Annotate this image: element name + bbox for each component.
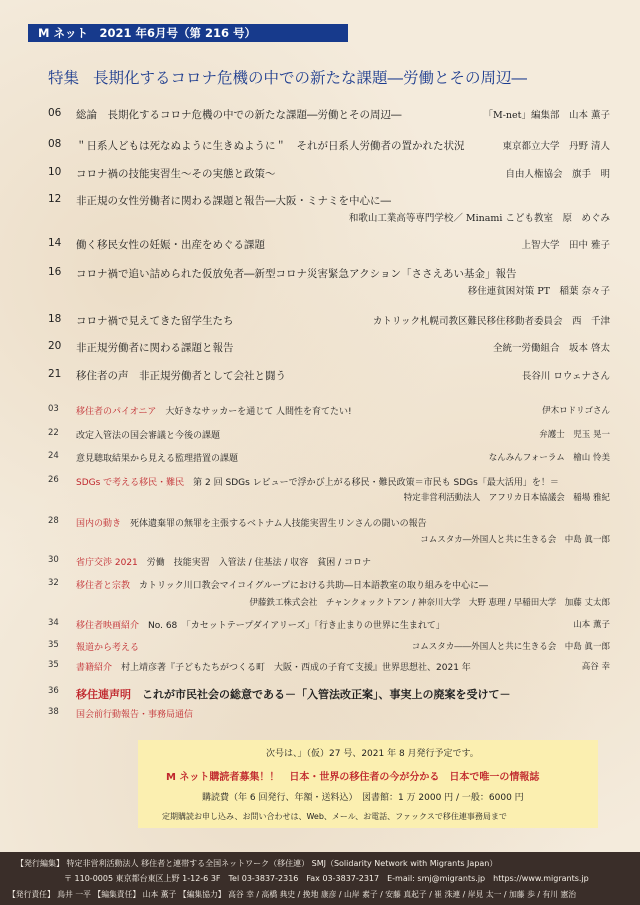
article-author: 特定非営利活動法人 アフリカ日本協議会 稲場 雅紀 [403,493,610,503]
article-author: コムスタカ―外国人と共に生きる会 中島 眞一郎 [420,535,610,545]
page-number: 26 [48,475,59,485]
page-number: 38 [48,707,59,717]
subscriber-recruit: M ネット購読者募集！！ 日本・世界の移住者の今が分かる 日本で唯一の情報誌 [166,772,540,783]
article-author: 東京都立大学 丹野 清人 [502,141,610,152]
page-number: 14 [48,237,62,249]
article-author: 高谷 幸 [581,662,610,672]
page-number: 18 [48,313,62,325]
article-title-text: 労働 技能実習 入管法 / 住基法 / 収容 貧困 / コロナ [137,558,372,568]
contact-note: 定期購読お申し込み、お問い合わせは、Web、メール、お電話、ファックスで移住連事務局まで [162,812,507,821]
issue-header: M ネット 2021 年6月号（第 216 号） [28,24,348,42]
page-number: 24 [48,451,59,461]
subscription-price: 購読費（年 6 回発行、年額・送料込） 図書館：1 万 2000 円 / 一般：6000 円 [202,793,524,803]
section-keyword: 報道から考える [76,643,140,653]
article-title: 非正規の女性労働者に関わる課題と報告―大阪・ミナミを中心に― [76,195,391,207]
page-number: 16 [48,266,62,278]
publisher-line: 【発行編集】 特定非営利活動法人 移住者と連帯する全国ネットワーク（移住連） SMJ（Solidarity Network with Migrants Japan） [16,859,498,868]
section-keyword: 移住者のパイオニア [76,407,157,417]
section-keyword: 移住者映画紹介 [76,621,140,631]
article-title: 働く移民女性の妊娠・出産をめぐる課題 [76,239,265,251]
article-author: 山本 薫子 [573,620,610,630]
article-author: コムスタカ――外国人と共に生きる会 中島 眞一郎 [411,642,610,652]
section-keyword: 省庁交渉 2021 [76,558,138,568]
section-keyword: SDGs で考える移民・難民 [76,478,185,488]
article-author: 全統一労働組合 坂本 啓太 [492,343,610,354]
article-author: 長谷川 ロウェナさん [521,371,610,382]
article-title [76,578,488,591]
article-title-text: これが市民社会の総意である－「入管法改正案」、事実上の廃案を受けて－ [131,688,511,701]
publisher-footer [0,852,640,905]
article-title [76,451,238,464]
next-issue-note: 次号は、」（仮）27 号、2021 年 8 月発行予定です。 [266,749,479,759]
article-author: 和歌山工業高等専門学校／ Minami こども教室 原 めぐみ [348,213,610,224]
article-author: なんみんフォーラム 檜山 怜美 [488,453,610,463]
article-title-text: 村上靖彦著『子どもたちがつくる町 大阪・西成の子育て支援』世界思想社、2021 年 [112,663,471,673]
article-author: 自由人権協会 旗手 明 [505,169,610,180]
article-title [76,516,427,529]
page-number: 32 [48,578,59,588]
page-number: 34 [48,618,59,628]
page-number: 36 [48,686,59,696]
page-number: 21 [48,368,62,380]
article-title: 移住者の声 非正規労働者として会社と闘う [76,370,286,382]
article-author: 伊藤鉄工株式会社 チャンクォックトアン / 神奈川大学 大野 恵理 / 早稲田大学 加藤 丈太郎 [249,598,610,608]
article-title: ＂日系人どもは死なぬように生きぬように＂ それが日系人労働者の置かれた状況 [76,140,465,152]
article-title-text: 改定入管法の国会審議と今後の課題 [76,431,221,441]
page-number: 03 [48,404,59,414]
staff-line: 【発行責任】 鳥井 一平 【編集責任】 山本 薫子 【編集協力】 高谷 幸 / 高橋 典史 / 挽地 康彦 / 山岸 素子 / 安藤 真起子 / 崔 洙連 / 岸見 太一 / 加藤 歩 / 有川 憲治 [8,890,577,899]
article-title [76,640,139,653]
page-number: 35 [48,640,59,650]
article-title [76,404,352,417]
address-line: 〒 110-0005 東京都台東区上野 1-12-6 3F Tel 03-3837-2316 Fax 03-3837-2317 E-mail: smj@migrants.jp https://www.migrants.jp [64,874,589,883]
article-author: 伊木ロドリゴさん [542,406,610,416]
article-title [76,475,559,488]
article-title [76,660,471,673]
page-number: 10 [48,166,62,178]
article-title: コロナ禍で見えてきた留学生たち [76,315,234,327]
section-keyword: 国会前行動報告・事務局通信 [76,710,194,720]
article-title-text: 意見聴取結果から見える監理措置の課題 [76,454,239,464]
section-keyword: 書籍紹介 [76,663,113,673]
article-title: 総論 長期化するコロナ危機の中での新たな課題―労働とその周辺― [76,109,402,121]
article-author: 「M-net」編集部 山本 薫子 [483,110,610,121]
article-author: 移住連貧困対策 PT 稲葉 奈々子 [467,286,610,297]
page-number: 12 [48,193,62,205]
article-title: 非正規労働者に関わる課題と報告 [76,342,234,354]
page-number: 35 [48,660,59,670]
article-author: 上智大学 田中 雅子 [521,240,610,251]
page-number: 20 [48,340,62,352]
article-title [76,428,220,441]
feature-tag: 特集 [48,69,80,87]
article-title-text: 死体遺棄罪の無罪を主張するベトナム人技能実習生リンさんの闘いの報告 [121,519,427,529]
article-title-text: No. 68 「カセットテープダイアリーズ」「行き止まりの世界に生まれて」 [139,621,445,631]
article-title [76,686,511,702]
section-keyword: 移住者と宗教 [76,581,131,591]
subscription-info-box [138,740,598,828]
article-title: コロナ禍の技能実習生～その実態と政策～ [76,168,276,180]
page-number: 08 [48,138,62,150]
article-title-text: カトリック川口教会マイコイグループにおける共助―日本語教室の取り組みを中心に― [130,581,488,591]
page-number: 22 [48,428,59,438]
page-number: 30 [48,555,59,565]
article-title-text: 第 2 回 SDGs レビューで浮かび上がる移民・難民政策＝市民も SDGs「最大活用」を！＝ [184,478,559,488]
section-keyword: 国内の動き [76,519,122,529]
article-title [76,707,193,720]
feature-title-text: 長期化するコロナ危機の中での新たな課題―労働とその周辺― [93,69,528,87]
article-title-text: 大好きなサッカーを通じて 人間性を育てたい! [156,407,352,417]
article-author: 弁護士 児玉 晃一 [539,430,610,440]
article-title [76,555,371,568]
page-number: 06 [48,107,62,119]
page-number: 28 [48,516,59,526]
section-keyword: 移住連声明 [76,688,131,701]
article-author: カトリック札幌司教区難民移住移動者委員会 西 千津 [372,316,610,327]
article-title [76,618,445,631]
article-title: コロナ禍で追い詰められた仮放免者―新型コロナ災害緊急アクション「ささえあい基金」報告 [76,268,517,280]
feature-title [48,66,608,88]
